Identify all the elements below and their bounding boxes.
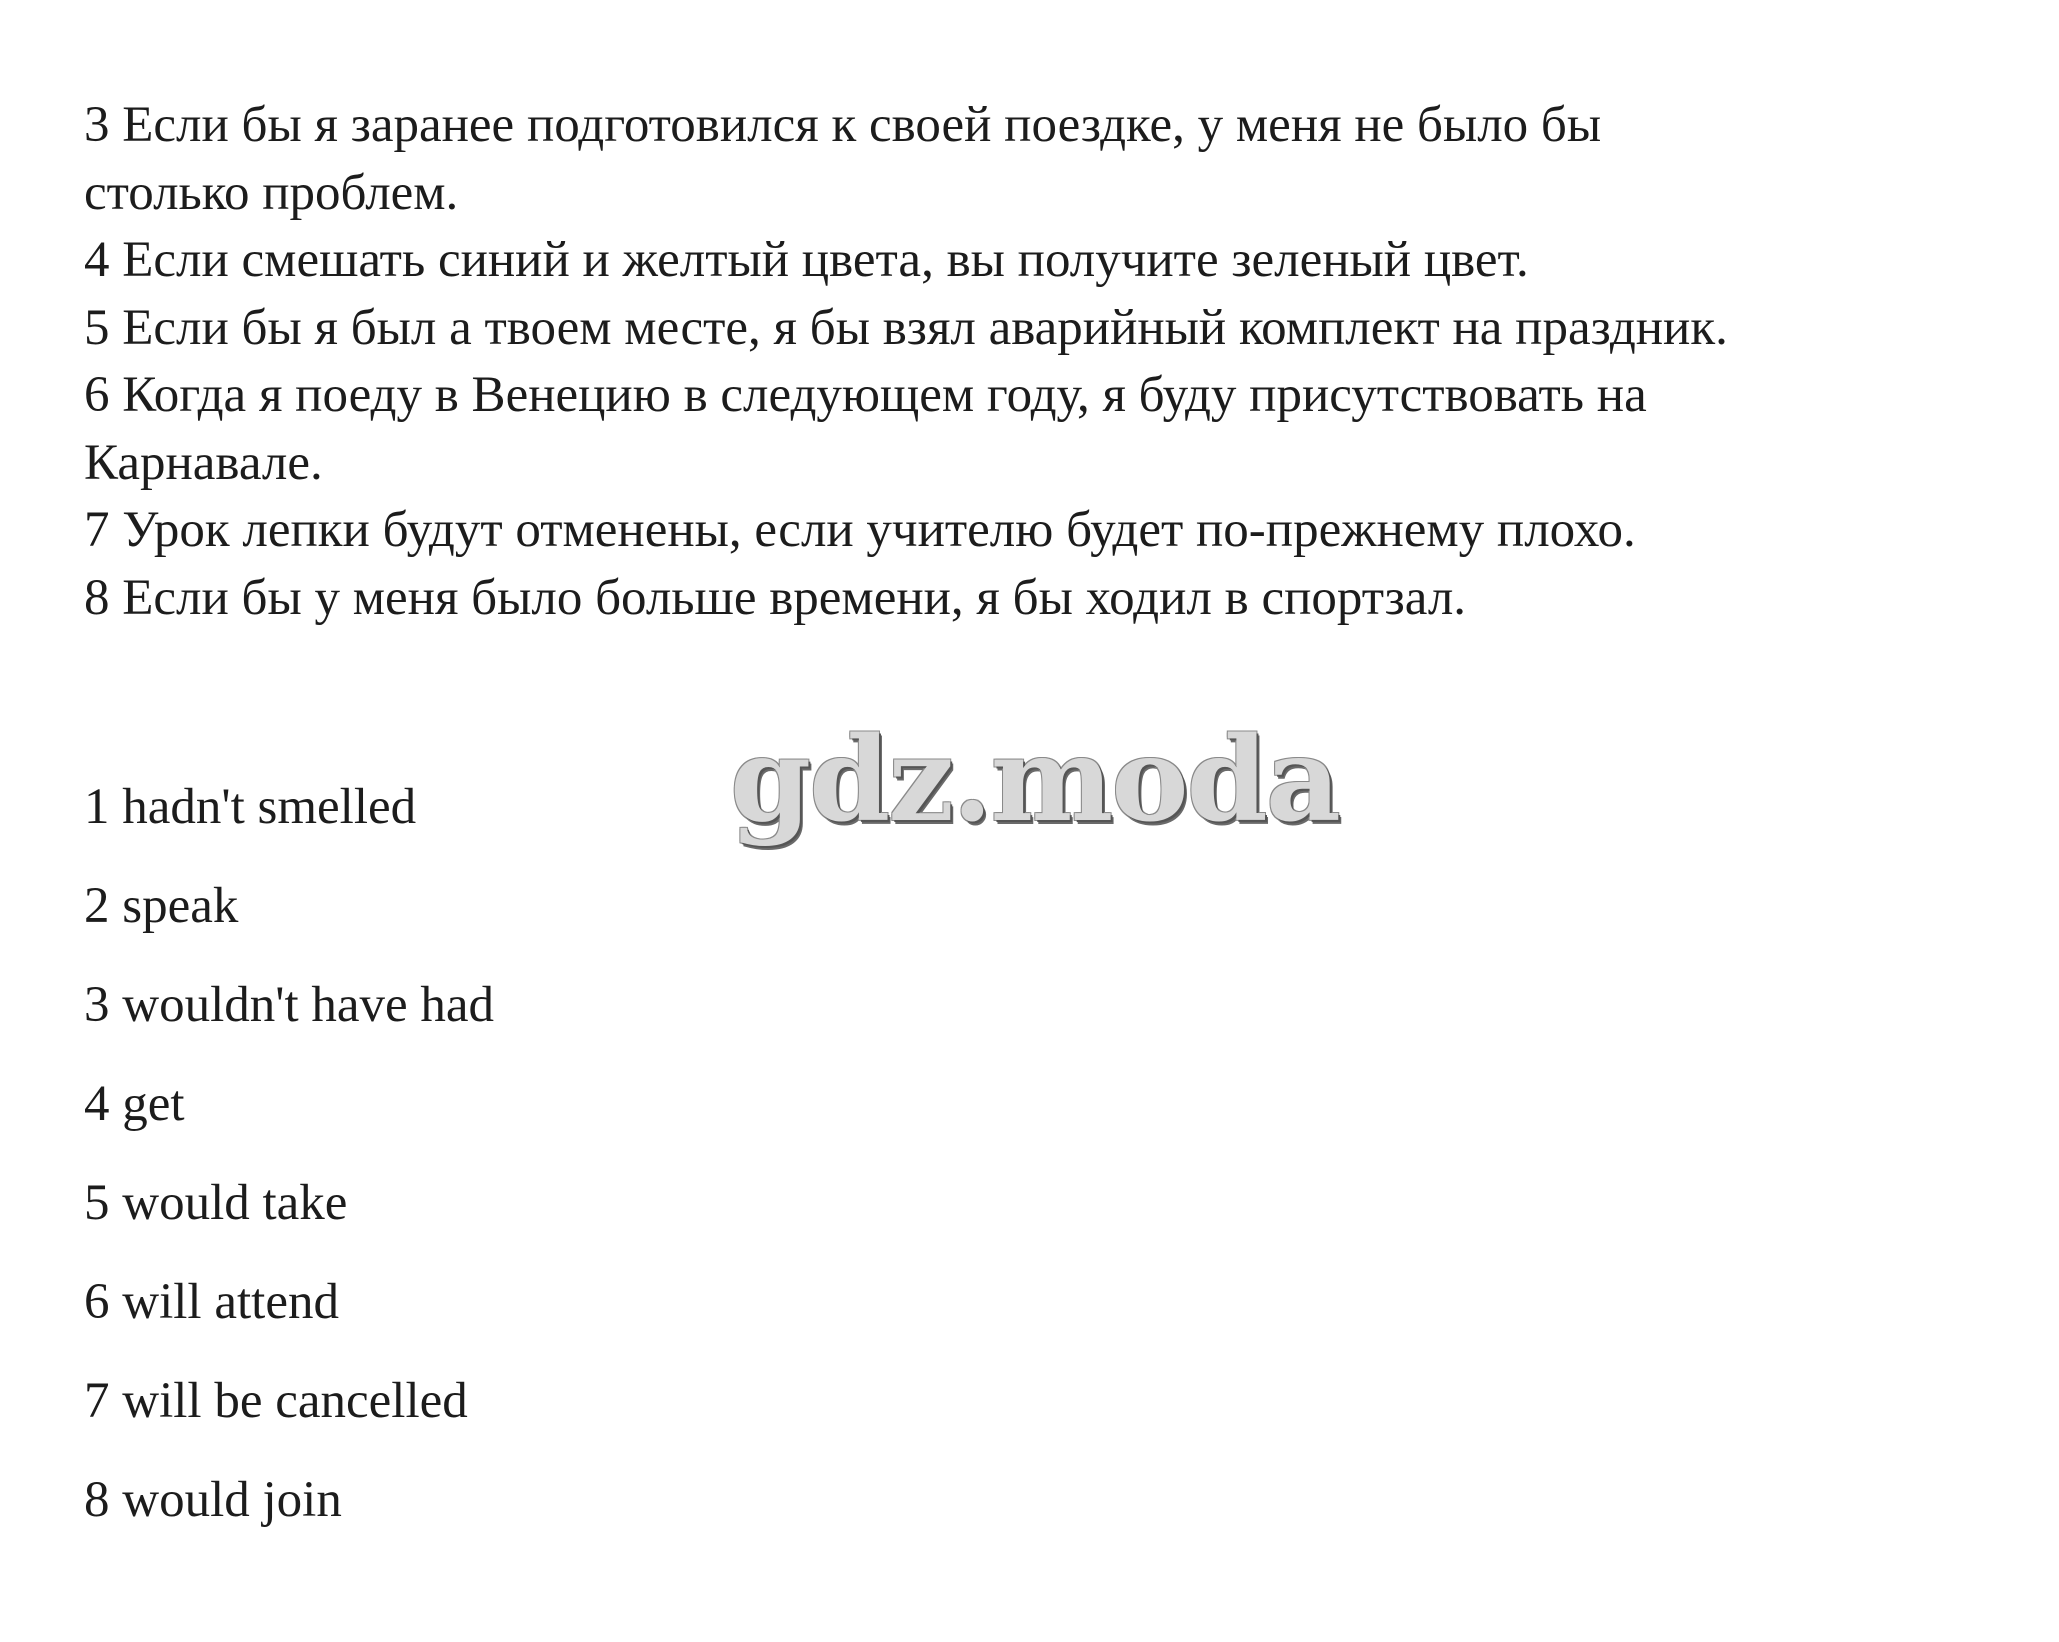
- translation-line: 8 Если бы у меня было больше времени, я бы ходил в спортзал.: [84, 569, 1467, 626]
- translation-line: Карнавале.: [84, 434, 323, 491]
- answer-item: 2 speak: [84, 878, 239, 934]
- answer-item: 7 will be cancelled: [84, 1373, 468, 1429]
- answers-list: [84, 758, 494, 1550]
- answer-item: 3 wouldn't have had: [84, 977, 495, 1033]
- watermark-logo: gdz.moda: [730, 712, 1339, 848]
- translation-line: 5 Если бы я был а твоем месте, я бы взял аварийный комплект на праздник.: [84, 299, 1728, 356]
- answer-item: 1 hadn't smelled: [84, 779, 417, 835]
- answer-item: 6 will attend: [84, 1274, 339, 1330]
- answer-item: 8 would join: [84, 1472, 342, 1528]
- translation-line: 4 Если смешать синий и желтый цвета, вы получите зеленый цвет.: [84, 232, 1529, 288]
- translation-line: 6 Когда я поеду в Венецию в следующем году, я буду присутствовать на: [84, 367, 1647, 423]
- answer-item: 4 get: [84, 1076, 185, 1132]
- translation-line: 7 Урок лепки будут отменены, если учителю будет по-прежнему плохо.: [84, 502, 1636, 558]
- answer-item: 5 would take: [84, 1175, 348, 1231]
- translation-line: 3 Если бы я заранее подготовился к своей поездке, у меня не было бы: [84, 97, 1602, 153]
- translation-line: столько проблем.: [84, 164, 459, 221]
- translations-block: [84, 92, 2024, 632]
